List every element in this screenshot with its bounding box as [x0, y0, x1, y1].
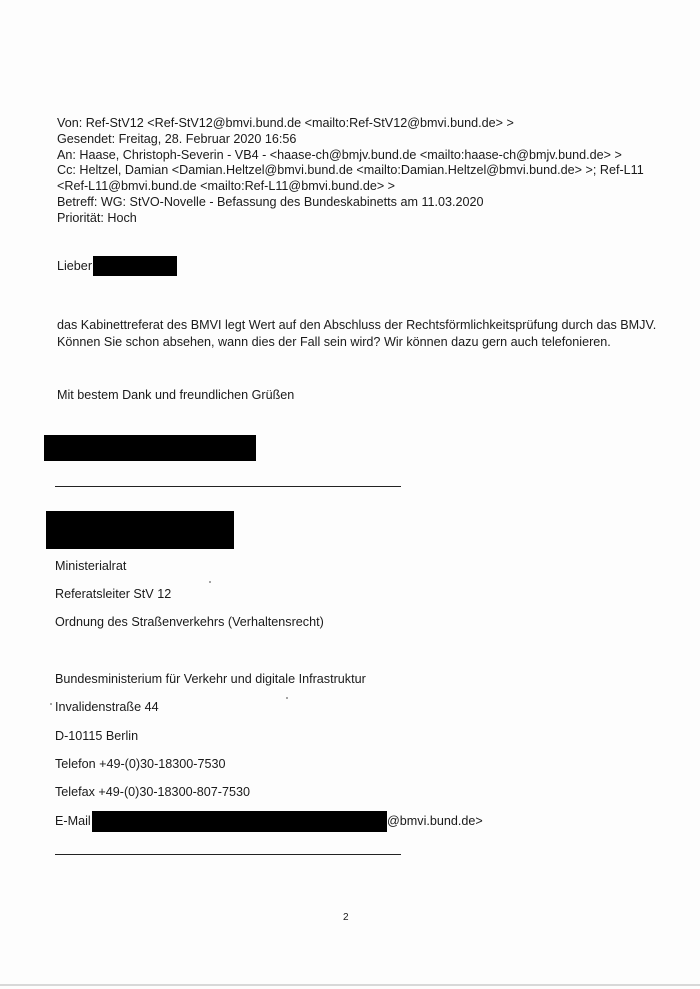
signature-city: D-10115 Berlin: [55, 729, 139, 743]
redaction-sender-name: [44, 435, 256, 461]
signature-fax: Telefax +49-(0)30-18300-807-7530: [55, 785, 250, 799]
page-number: 2: [343, 912, 349, 923]
signature-divider-bottom: [55, 854, 401, 855]
header-subject: Betreff: WG: StVO-Novelle - Befassung des Bundeskabinetts am 11.03.2020: [57, 194, 484, 209]
header-priority: Priorität: Hoch: [57, 210, 137, 225]
header-to: An: Haase, Christoph-Severin - VB4 - <haase-ch@bmjv.bund.de <mailto:haase-ch@bmjv.bund.de> >: [57, 147, 622, 162]
scan-bottom-edge: [0, 984, 700, 986]
redaction-recipient-name: [93, 256, 177, 276]
header-cc-line2: <Ref-L11@bmvi.bund.de <mailto:Ref-L11@bmvi.bund.de> >: [57, 179, 396, 194]
letter-body: das Kabinettreferat des BMVI legt Wert auf den Abschluss der Rechtsförmlichkeitsprüfung durch das BMJV. Können Sie schon absehen, wann dies der Fall sein wird? Wir können dazu gern auch telefonieren.: [57, 318, 657, 349]
email-header: [57, 116, 677, 227]
signature-divider-top: [55, 486, 401, 487]
redaction-email-address: [92, 811, 387, 832]
salutation: Lieber: [57, 259, 93, 273]
signature-email-label: E-Mail: [55, 814, 91, 828]
scan-speck: [209, 581, 211, 583]
signature-street: Invalidenstraße 44: [55, 700, 159, 714]
signature-role: Referatsleiter StV 12: [55, 587, 172, 601]
signature-ministry: Bundesministerium für Verkehr und digitale Infrastruktur: [55, 672, 366, 686]
closing: Mit bestem Dank und freundlichen Grüßen: [57, 388, 295, 402]
signature-title: Ministerialrat: [55, 559, 127, 573]
header-from: Von: Ref-StV12 <Ref-StV12@bmvi.bund.de <mailto:Ref-StV12@bmvi.bund.de> >: [57, 116, 514, 130]
header-cc-line1: Cc: Heltzel, Damian <Damian.Heltzel@bmvi.bund.de <mailto:Damian.Heltzel@bmvi.bund.de> >; Ref-L11: [57, 163, 644, 178]
scan-speck: [50, 703, 52, 705]
header-sent: Gesendet: Freitag, 28. Februar 2020 16:56: [57, 131, 297, 146]
signature-phone: Telefon +49-(0)30-18300-7530: [55, 757, 226, 771]
signature-department: Ordnung des Straßenverkehrs (Verhaltensrecht): [55, 615, 324, 629]
signature-email-suffix: @bmvi.bund.de>: [387, 814, 483, 828]
scan-speck: [286, 697, 288, 699]
redaction-sender-block: [46, 511, 234, 549]
